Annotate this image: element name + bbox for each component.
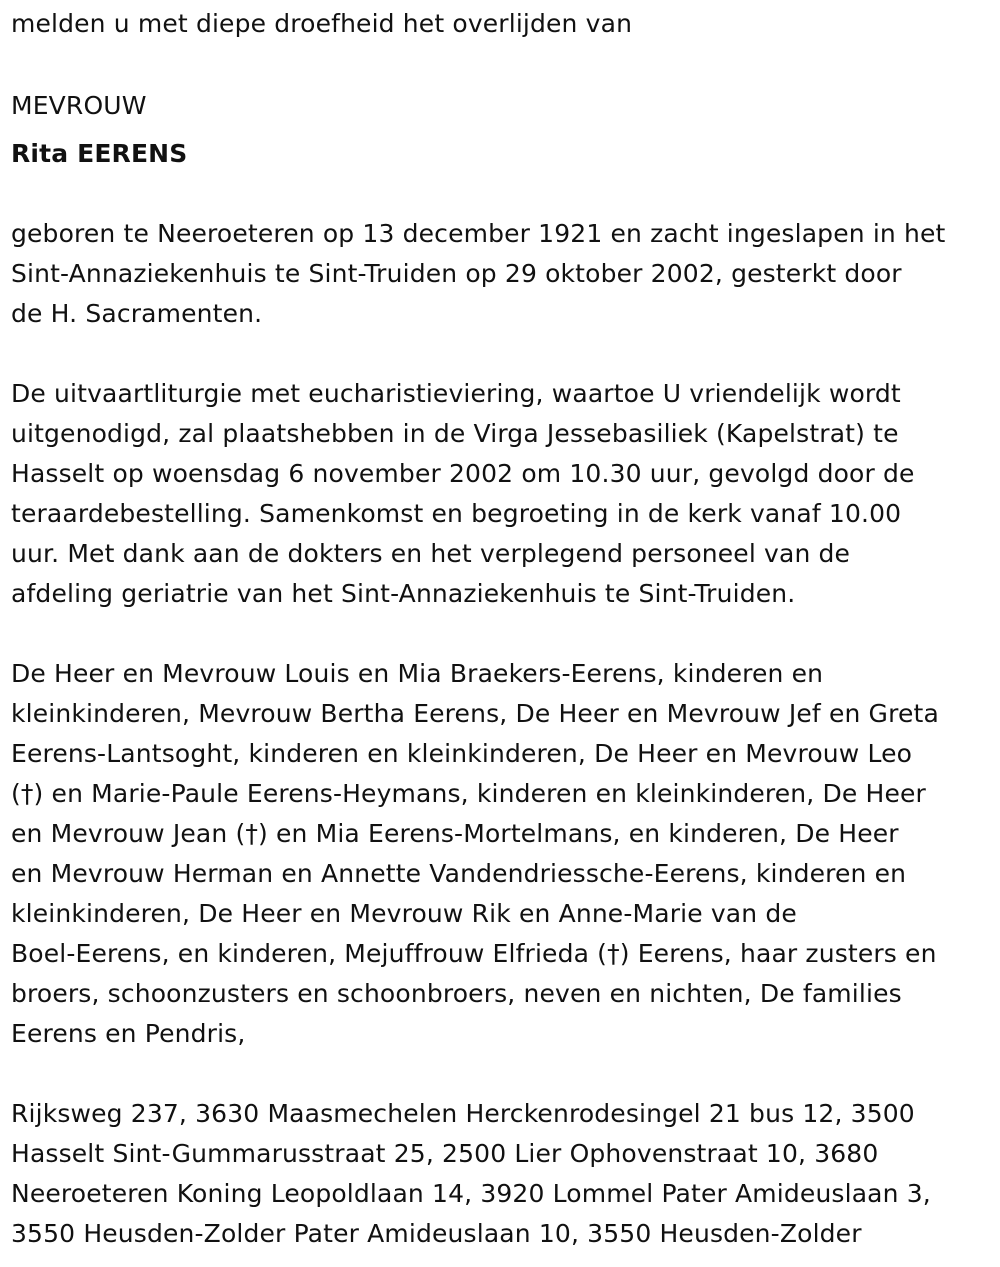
- paragraph-line: Sint-Annaziekenhuis te Sint-Truiden op 29 oktober 2002, gesterkt door: [11, 259, 902, 288]
- birth-paragraph: [11, 214, 945, 334]
- paragraph-line: uur. Met dank aan de dokters en het verplegend personeel van de: [11, 539, 851, 568]
- funeral-paragraph: [11, 374, 915, 614]
- paragraph-line: 3550 Heusden-Zolder Pater Amideuslaan 10, 3550 Heusden-Zolder: [11, 1219, 862, 1248]
- paragraph-line: afdeling geriatrie van het Sint-Annaziekenhuis te Sint-Truiden.: [11, 579, 796, 608]
- paragraph-line: kleinkinderen, De Heer en Mevrouw Rik en Anne-Marie van de: [11, 899, 797, 928]
- paragraph-line: en Mevrouw Jean (†) en Mia Eerens-Mortelmans, en kinderen, De Heer: [11, 819, 899, 848]
- paragraph-line: De uitvaartliturgie met eucharistieviering, waartoe U vriendelijk wordt: [11, 379, 901, 408]
- paragraph-line: geboren te Neeroeteren op 13 december 1921 en zacht ingeslapen in het: [11, 219, 946, 248]
- paragraph-line: Boel-Eerens, en kinderen, Mejuffrouw Elfrieda (†) Eerens, haar zusters en: [11, 939, 937, 968]
- paragraph-line: Eerens-Lantsoght, kinderen en kleinkinderen, De Heer en Mevrouw Leo: [11, 739, 913, 768]
- deceased-name: Rita EERENS: [11, 139, 188, 168]
- paragraph-line: de H. Sacramenten.: [11, 299, 263, 328]
- paragraph-line: Hasselt op woensdag 6 november 2002 om 10.30 uur, gevolgd door de: [11, 459, 915, 488]
- paragraph-line: Hasselt Sint-Gummarusstraat 25, 2500 Lier Ophovenstraat 10, 3680: [11, 1139, 879, 1168]
- paragraph-line: en Mevrouw Herman en Annette Vandendriessche-Eerens, kinderen en: [11, 859, 907, 888]
- paragraph-line: kleinkinderen, Mevrouw Bertha Eerens, De Heer en Mevrouw Jef en Greta: [11, 699, 939, 728]
- paragraph-line: Eerens en Pendris,: [11, 1019, 246, 1048]
- deceased-title: MEVROUW: [11, 91, 147, 120]
- paragraph-line: De Heer en Mevrouw Louis en Mia Braekers-Eerens, kinderen en: [11, 659, 824, 688]
- paragraph-line: (†) en Marie-Paule Eerens-Heymans, kinderen en kleinkinderen, De Heer: [11, 779, 926, 808]
- address-paragraph: [11, 1094, 931, 1254]
- paragraph-line: broers, schoonzusters en schoonbroers, neven en nichten, De families: [11, 979, 902, 1008]
- paragraph-line: Rijksweg 237, 3630 Maasmechelen Herckenrodesingel 21 bus 12, 3500: [11, 1099, 915, 1128]
- paragraph-line: uitgenodigd, zal plaatshebben in de Virga Jessebasiliek (Kapelstrat) te: [11, 419, 899, 448]
- paragraph-line: Neeroeteren Koning Leopoldlaan 14, 3920 Lommel Pater Amideuslaan 3,: [11, 1179, 931, 1208]
- paragraph-line: teraardebestelling. Samenkomst en begroeting in de kerk vanaf 10.00: [11, 499, 902, 528]
- family-paragraph: [11, 654, 939, 1054]
- intro-text: melden u met diepe droefheid het overlijden van: [11, 9, 633, 38]
